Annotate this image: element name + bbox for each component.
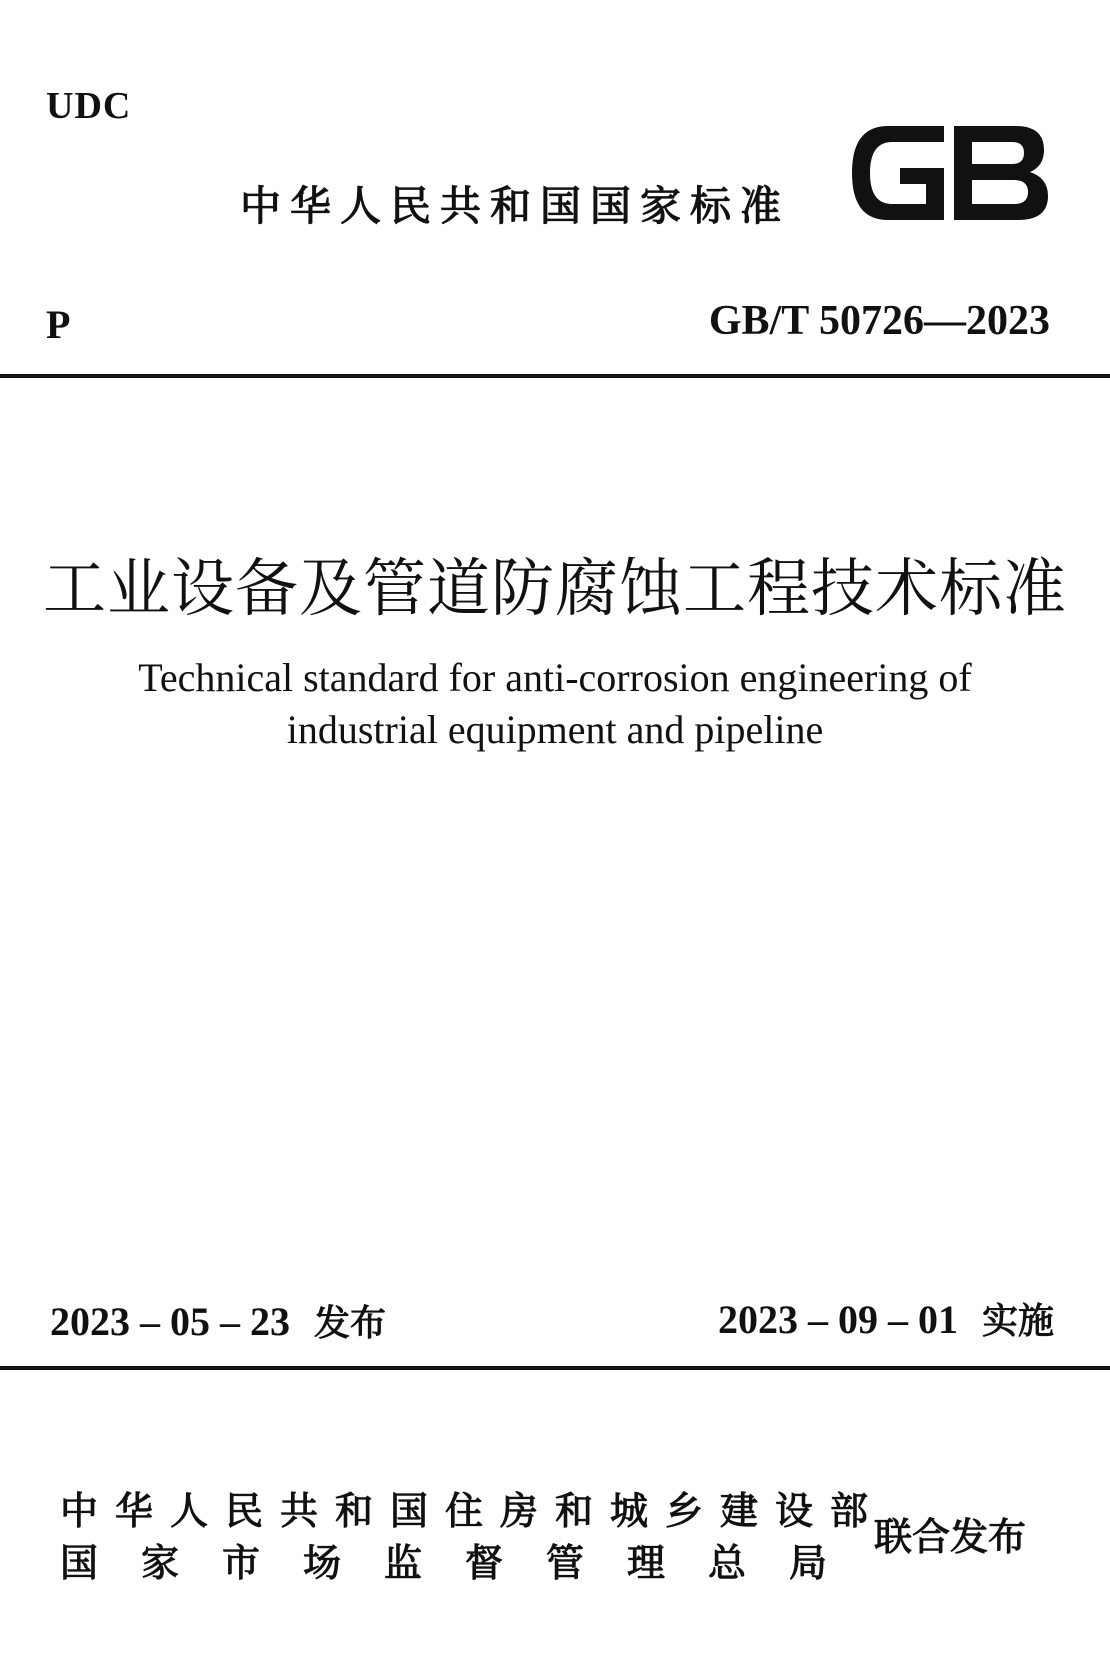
issue-date: 2023 – 05 – 23 <box>50 1299 290 1344</box>
udc-label: UDC <box>46 85 132 127</box>
top-divider <box>0 374 1110 378</box>
gb-logo <box>846 118 1054 228</box>
classification-code: P <box>46 302 71 347</box>
issuer-ministry: 中华人民共和国住房和城乡建设部 <box>60 1489 886 1533</box>
standard-number: GB/T 50726—2023 <box>708 298 1050 344</box>
implementation-date-block <box>718 1294 1054 1348</box>
joint-issue-label: 联合发布 <box>874 1515 1027 1559</box>
implementation-date: 2023 – 09 – 01 <box>717 1297 958 1342</box>
national-standard-heading: 中华人民共和国国家标准 <box>240 182 790 230</box>
issue-date-block <box>50 1296 386 1350</box>
bottom-divider <box>0 1366 1110 1370</box>
title-english-line-2: industrial equipment and pipeline <box>286 707 824 752</box>
title-english-line-1: Technical standard for anti-corrosion engineering of <box>138 655 972 700</box>
implementation-label: 实施 <box>981 1301 1054 1342</box>
title-english <box>0 652 1110 756</box>
issue-label: 发布 <box>314 1303 387 1344</box>
issuer-administration: 国家市场监督管理总局 <box>60 1541 871 1585</box>
title-chinese: 工业设备及管道防腐蚀工程技术标准 <box>43 552 1067 625</box>
